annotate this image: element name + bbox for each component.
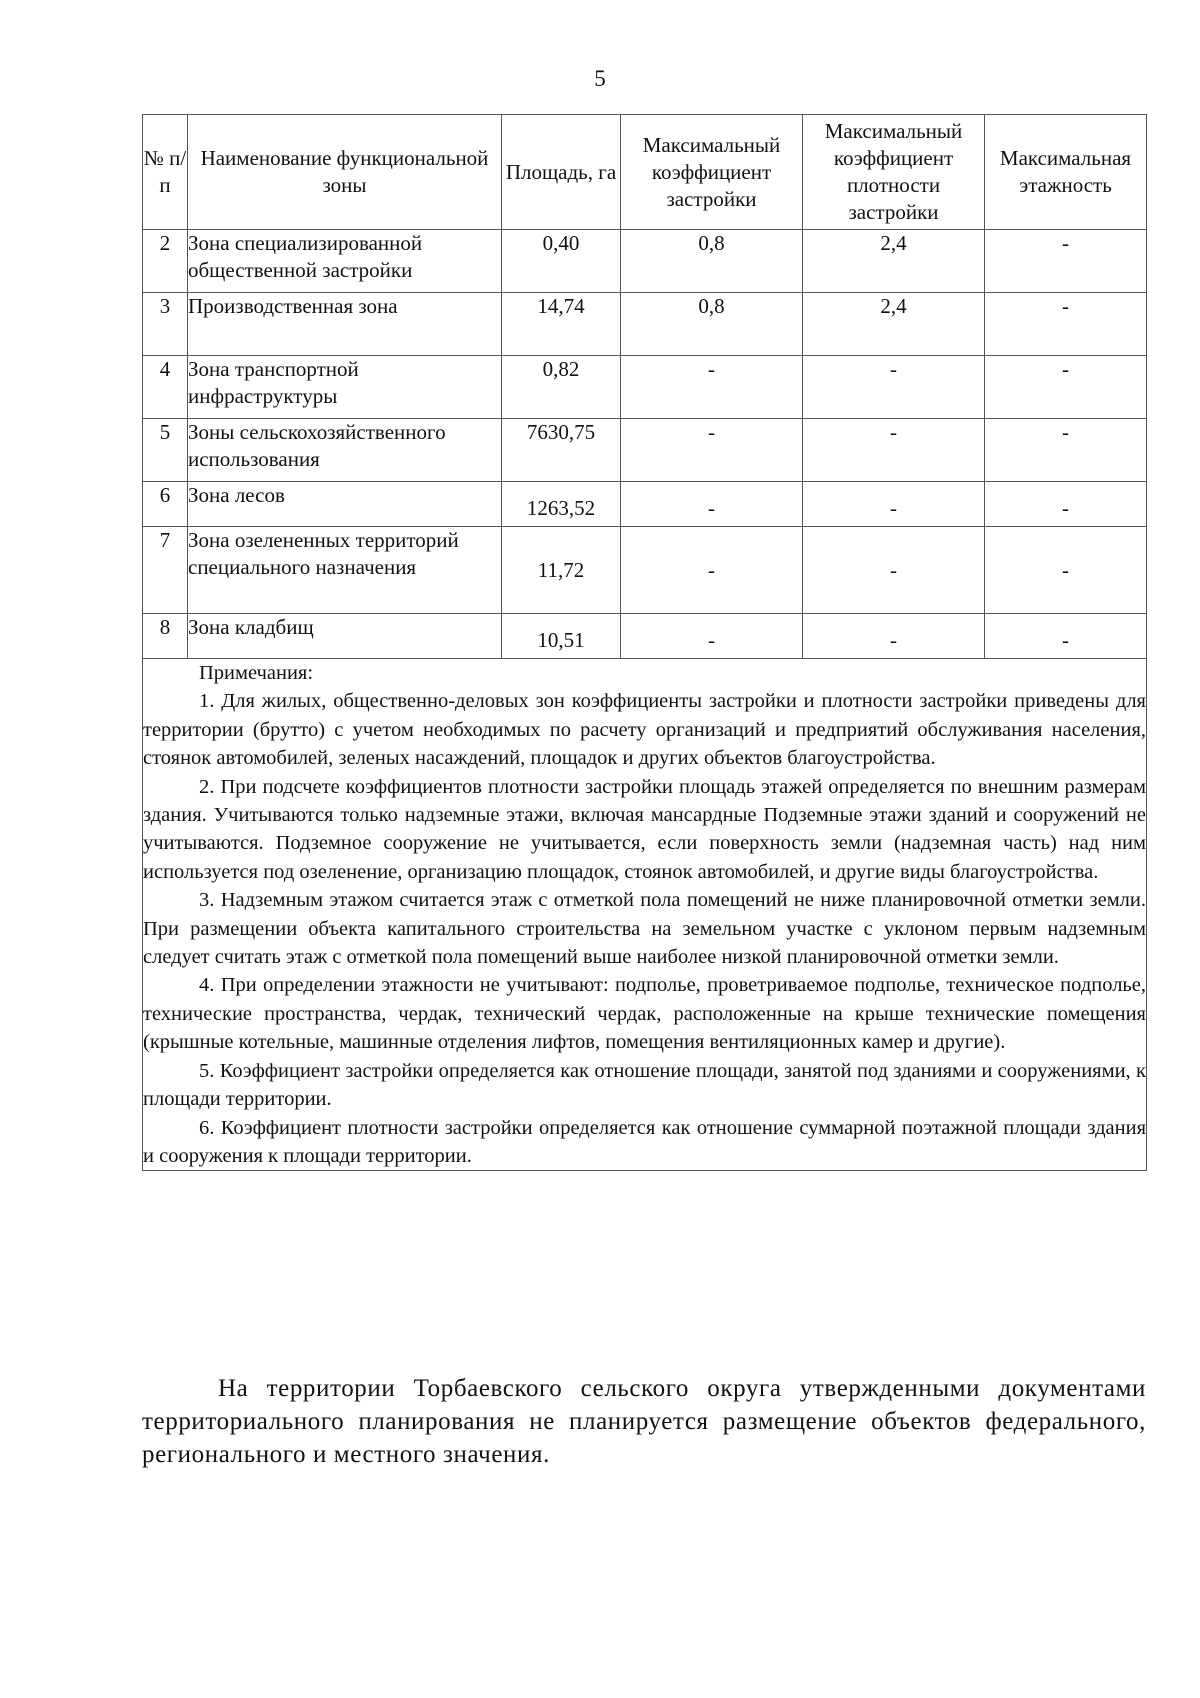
- zone-name: Зона озелененных территорий специального назначения: [188, 527, 502, 614]
- zone-floors: -: [985, 356, 1147, 419]
- header-density-ratio: Максимальный коэффициент плотности застройки: [803, 115, 985, 230]
- zone-coverage: -: [621, 614, 803, 659]
- zone-area: 0,82: [502, 356, 621, 419]
- table-notes: [143, 659, 1147, 1171]
- header-zone-name: Наименование функциональной зоны: [188, 115, 502, 230]
- zone-density: -: [803, 527, 985, 614]
- zone-name: Зоны сельскохозяйственного использования: [188, 419, 502, 482]
- note-item: 5. Коэффициент застройки определяется как отношение площади, занятой под зданиями и сооружениями, к площади территории.: [143, 1059, 1146, 1111]
- zone-coverage: -: [621, 356, 803, 419]
- zone-floors: -: [985, 293, 1147, 356]
- zone-area: 10,51: [502, 614, 621, 659]
- row-number: 4: [143, 356, 188, 419]
- zone-area: 1263,52: [502, 482, 621, 527]
- zone-name: Зона транспортной инфраструктуры: [188, 356, 502, 419]
- header-number: № п/п: [143, 115, 188, 230]
- table-row: [143, 230, 1147, 293]
- table-row: [143, 614, 1147, 659]
- zone-name: Зона кладбищ: [188, 614, 502, 659]
- row-number: 2: [143, 230, 188, 293]
- zone-density: -: [803, 482, 985, 527]
- zone-density: 2,4: [803, 293, 985, 356]
- zone-name: Производственная зона: [188, 293, 502, 356]
- table-row: [143, 527, 1147, 614]
- row-number: 7: [143, 527, 188, 614]
- zone-floors: -: [985, 230, 1147, 293]
- notes-title: Примечания:: [199, 662, 314, 684]
- zone-floors: -: [985, 614, 1147, 659]
- row-number: 6: [143, 482, 188, 527]
- zone-name: Зона специализированной общественной застройки: [188, 230, 502, 293]
- table-row: [143, 293, 1147, 356]
- zone-floors: -: [985, 419, 1147, 482]
- table-row: [143, 419, 1147, 482]
- zone-name: Зона лесов: [188, 482, 502, 527]
- note-item: 6. Коэффициент плотности застройки определяется как отношение суммарной поэтажной площади здания и сооружения к площади территории.: [143, 1116, 1146, 1167]
- zone-coverage: -: [621, 419, 803, 482]
- row-number: 5: [143, 419, 188, 482]
- closing-paragraph: На территории Торбаевского сельского округа утвержденными документами территориального планирования не планируется размещение объектов федерального, регионального и местного значения.: [142, 1375, 1146, 1468]
- zone-floors: -: [985, 482, 1147, 527]
- zone-density: -: [803, 614, 985, 659]
- table-row: [143, 356, 1147, 419]
- zone-area: 11,72: [502, 527, 621, 614]
- zone-coverage: 0,8: [621, 293, 803, 356]
- row-number: 8: [143, 614, 188, 659]
- zone-coverage: 0,8: [621, 230, 803, 293]
- table-header-row: [143, 115, 1147, 230]
- row-number: 3: [143, 293, 188, 356]
- zone-coverage: -: [621, 482, 803, 527]
- note-item: 3. Надземным этажом считается этаж с отметкой пола помещений не ниже планировочной отметки земли. При размещении объекта капитального строительства на земельном участке с уклоном первым надземным следует считать этаж с отметкой пола помещений выше наиболее низкой планировочной отметки земли.: [143, 889, 1146, 969]
- table-row: [143, 482, 1147, 527]
- header-max-floors: Максимальная этажность: [985, 115, 1147, 230]
- table-notes-row: [143, 659, 1147, 1171]
- functional-zones-table: [142, 114, 1147, 1171]
- header-coverage-ratio: Максимальный коэффициент застройки: [621, 115, 803, 230]
- zone-density: 2,4: [803, 230, 985, 293]
- zone-area: 0,40: [502, 230, 621, 293]
- zone-area: 7630,75: [502, 419, 621, 482]
- zone-density: -: [803, 419, 985, 482]
- note-item: 4. При определении этажности не учитывают: подполье, проветриваемое подполье, техническое подполье, технические пространства, чердак, технический чердак, расположенные на крыше технические помещения (крышные котельные, машинные отделения лифтов, помещения вентиляционных камер и другие).: [143, 974, 1146, 1054]
- note-item: 1. Для жилых, общественно-деловых зон коэффициенты застройки и плотности застройки приведены для территории (брутто) с учетом необходимых по расчету организаций и предприятий обслуживания населения, стоянок автомобилей, зеленых насаждений, площадок и других объектов благоустройства.: [143, 690, 1146, 770]
- zone-floors: -: [985, 527, 1147, 614]
- zone-density: -: [803, 356, 985, 419]
- header-area: Площадь, га: [502, 115, 621, 230]
- page-number: 5: [594, 66, 606, 91]
- zone-area: 14,74: [502, 293, 621, 356]
- note-item: 2. При подсчете коэффициентов плотности застройки площадь этажей определяется по внешним размерам здания. Учитываются только надземные этажи, включая мансардные Подземные этажи зданий и сооружений не учитываются. Подземное сооружение не учитывается, если поверхность земли (надземная часть) над ним используется под озеленение, организацию площадок, стоянок автомобилей, и другие виды благоустройства.: [143, 775, 1146, 883]
- zone-coverage: -: [621, 527, 803, 614]
